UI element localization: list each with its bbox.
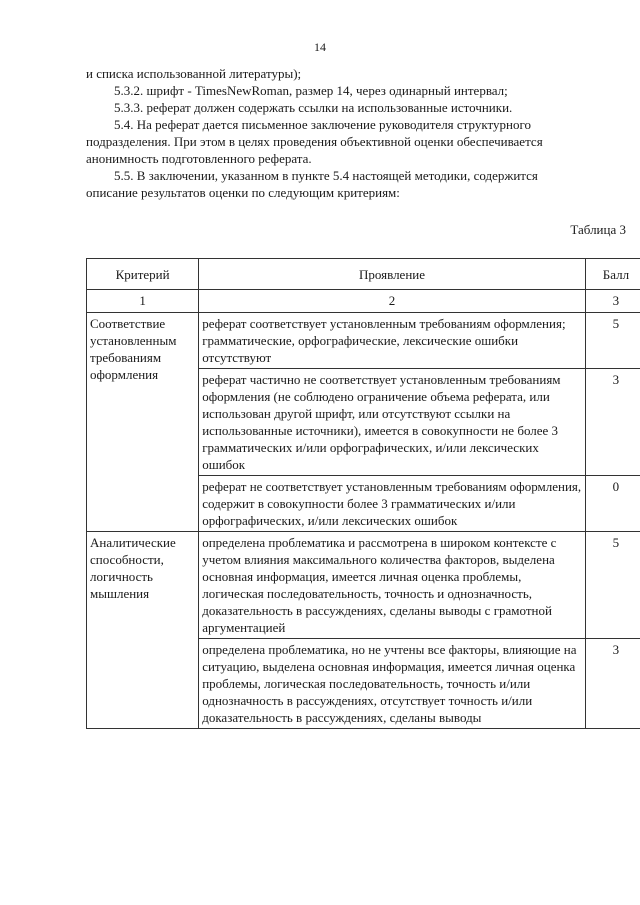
paragraph-line: 5.3.3. реферат должен содержать ссылки на использованные источники.	[114, 100, 513, 115]
score-cell: 3	[585, 369, 640, 476]
header-score: Балл	[585, 259, 640, 290]
table-title: Таблица 3	[570, 222, 626, 237]
paragraph-line: анонимность подготовленного реферата.	[86, 151, 312, 166]
col-number: 2	[199, 290, 586, 313]
paragraph-line: 5.3.2. шрифт - TimesNewRoman, размер 14, через одинарный интервал;	[114, 83, 508, 98]
paragraph-line: 5.5. В заключении, указанном в пункте 5.4 настоящей методики, содержится	[114, 168, 538, 183]
table-row	[87, 532, 640, 639]
manifestation-cell: реферат соответствует установленным требованиям оформления; грамматические, орфографические, лексические ошибки отсутствуют	[199, 313, 586, 369]
paragraph-line: 5.4. На реферат дается письменное заключение руководителя структурного	[114, 117, 531, 132]
manifestation-cell: реферат частично не соответствует установленным требованиям оформления (не соблюдено ограничение объема реферата, или использован другой шрифт, или отсутствуют ссылки на использованные источники), имеется в совокупности не более 3 грамматических и/или орфографических, и/или лексических ошибок	[199, 369, 586, 476]
table-row	[87, 313, 640, 369]
paragraph-line: подразделения. При этом в целях проведения объективной оценки обеспечивается	[86, 134, 543, 149]
criteria-table	[86, 258, 640, 729]
header-criterion: Критерий	[87, 259, 199, 290]
score-cell: 5	[585, 532, 640, 639]
manifestation-cell: определена проблематика, но не учтены все факторы, влияющие на ситуацию, выделена основная информация, имеется личная оценка проблемы, логическая последовательность, точность и/или однозначность в рассуждениях, отсутствует точность и/или доказательность в рассуждениях, сделаны выводы	[199, 639, 586, 729]
score-cell: 3	[585, 639, 640, 729]
manifestation-cell: реферат не соответствует установленным требованиям оформления, содержит в совокупности более 3 грамматических и/или орфографических, и/или лексических ошибок	[199, 476, 586, 532]
criterion-cell: Соответствие установленным требованиям оформления	[87, 313, 199, 532]
page-number: 14	[314, 40, 326, 54]
col-number: 3	[585, 290, 640, 313]
score-cell: 0	[585, 476, 640, 532]
score-cell: 5	[585, 313, 640, 369]
paragraph-line: и списка использованной литературы);	[86, 66, 302, 81]
table-header-row	[87, 259, 640, 290]
col-number: 1	[87, 290, 199, 313]
criterion-cell: Аналитические способности, логичность мышления	[87, 532, 199, 729]
paragraph-line: описание результатов оценки по следующим критериям:	[86, 185, 400, 200]
header-manifestation: Проявление	[199, 259, 586, 290]
manifestation-cell: определена проблематика и рассмотрена в широком контексте с учетом влияния максимального количества факторов, выделена основная информация, имеется личная оценка проблемы, логическая последовательность, точность и однозначность, доказательность в рассуждениях, сделаны выводы с грамотной аргументацией	[199, 532, 586, 639]
column-number-row	[87, 290, 640, 313]
